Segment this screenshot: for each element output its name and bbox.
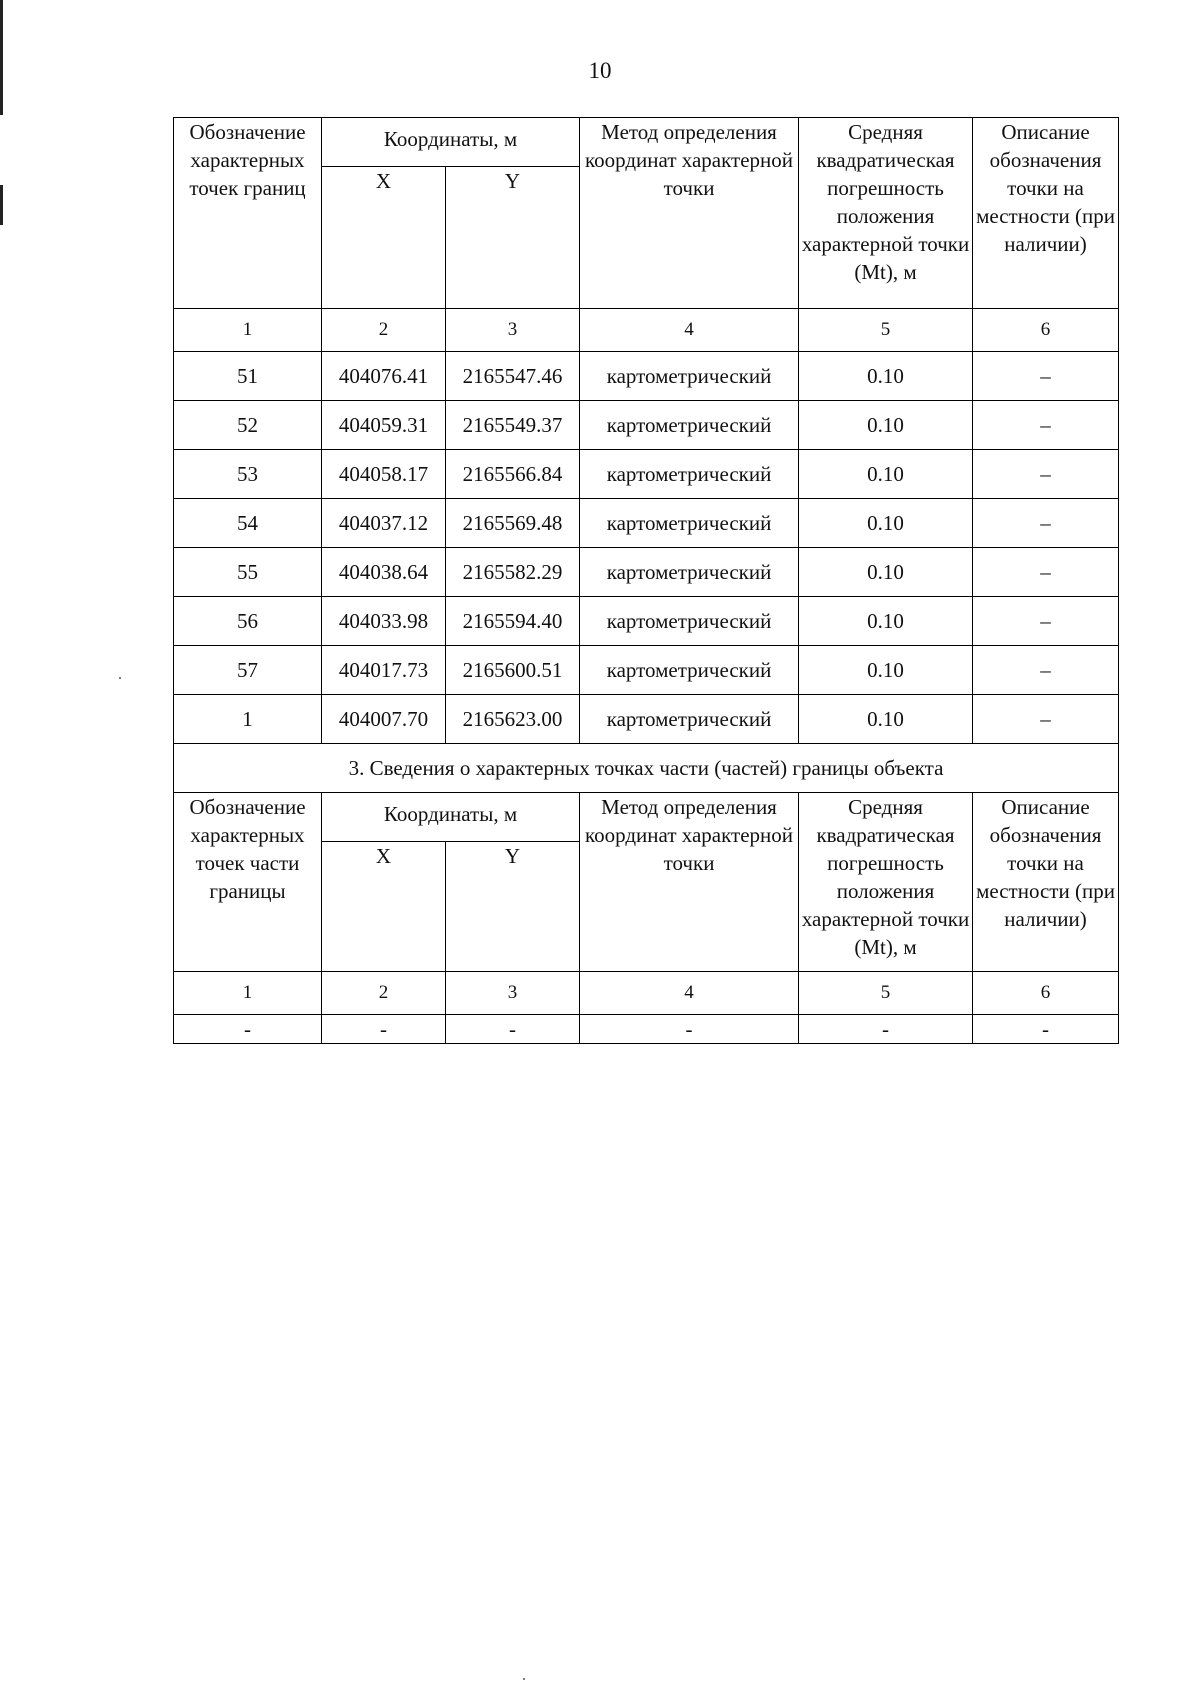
header-y: Y — [446, 842, 580, 972]
header-designation: Обозначение характерных точек части границы — [174, 793, 322, 972]
header-description: Описание обозначения точки на местности (при наличии) — [973, 793, 1119, 972]
cell-x: 404076.41 — [322, 352, 446, 401]
header-coordinates: Координаты, м — [322, 118, 580, 167]
cell-method: картометрический — [580, 695, 799, 744]
cell-method: картометрический — [580, 499, 799, 548]
cell-point: - — [174, 1015, 322, 1044]
column-index: 5 — [799, 309, 973, 352]
cell-error: 0.10 — [799, 695, 973, 744]
page-number: 10 — [588, 58, 612, 83]
column-index: 3 — [446, 972, 580, 1015]
table-row — [174, 548, 1119, 597]
cell-error: 0.10 — [799, 450, 973, 499]
column-index: 2 — [322, 972, 446, 1015]
table-row — [174, 450, 1119, 499]
cell-method: картометрический — [580, 450, 799, 499]
scan-edge-mark-top — [0, 0, 3, 115]
header-x: X — [322, 167, 446, 309]
cell-x: 404007.70 — [322, 695, 446, 744]
cell-description: – — [973, 548, 1119, 597]
cell-y: 2165566.84 — [446, 450, 580, 499]
column-index-row — [174, 309, 1119, 352]
header-y: Y — [446, 167, 580, 309]
cell-point: 53 — [174, 450, 322, 499]
header-error: Средняя квадратическая погрешность положения характерной точки (Mt), м — [799, 793, 973, 972]
cell-description: - — [973, 1015, 1119, 1044]
column-index: 4 — [580, 309, 799, 352]
cell-description: – — [973, 597, 1119, 646]
column-index: 5 — [799, 972, 973, 1015]
cell-x: - — [322, 1015, 446, 1044]
column-index-row — [174, 972, 1119, 1015]
column-index: 2 — [322, 309, 446, 352]
header-designation: Обозначение характерных точек границ — [174, 118, 322, 309]
cell-description: – — [973, 401, 1119, 450]
table-row — [174, 401, 1119, 450]
column-index: 6 — [973, 309, 1119, 352]
table-row — [174, 597, 1119, 646]
cell-point: 57 — [174, 646, 322, 695]
cell-x: 404059.31 — [322, 401, 446, 450]
cell-error: 0.10 — [799, 548, 973, 597]
cell-method: - — [580, 1015, 799, 1044]
cell-x: 404037.12 — [322, 499, 446, 548]
cell-method: картометрический — [580, 597, 799, 646]
cell-error: 0.10 — [799, 597, 973, 646]
cell-error: - — [799, 1015, 973, 1044]
cell-y: 2165600.51 — [446, 646, 580, 695]
header-method: Метод определения координат характерной точки — [580, 118, 799, 309]
cell-method: картометрический — [580, 401, 799, 450]
table-row — [174, 352, 1119, 401]
cell-method: картометрический — [580, 352, 799, 401]
table-header-row — [174, 793, 1119, 842]
cell-x: 404038.64 — [322, 548, 446, 597]
cell-error: 0.10 — [799, 401, 973, 450]
cell-x: 404058.17 — [322, 450, 446, 499]
table-row — [174, 646, 1119, 695]
cell-point: 1 — [174, 695, 322, 744]
cell-y: 2165549.37 — [446, 401, 580, 450]
section-title: 3. Сведения о характерных точках части (частей) границы объекта — [174, 744, 1119, 793]
cell-y: 2165547.46 — [446, 352, 580, 401]
table-header-row — [174, 118, 1119, 167]
header-error: Средняя квадратическая погрешность положения характерной точки (Mt), м — [799, 118, 973, 309]
cell-error: 0.10 — [799, 352, 973, 401]
cell-point: 51 — [174, 352, 322, 401]
column-index: 1 — [174, 309, 322, 352]
cell-description: – — [973, 450, 1119, 499]
cell-y: 2165623.00 — [446, 695, 580, 744]
section-title-row — [174, 744, 1119, 793]
table-row — [174, 695, 1119, 744]
cell-y: - — [446, 1015, 580, 1044]
cell-description: – — [973, 352, 1119, 401]
scan-speck — [119, 677, 121, 679]
cell-error: 0.10 — [799, 646, 973, 695]
cell-point: 56 — [174, 597, 322, 646]
column-index: 3 — [446, 309, 580, 352]
cell-y: 2165594.40 — [446, 597, 580, 646]
cell-point: 54 — [174, 499, 322, 548]
column-index: 6 — [973, 972, 1119, 1015]
cell-point: 55 — [174, 548, 322, 597]
boundary-points-table — [173, 117, 1119, 1044]
cell-point: 52 — [174, 401, 322, 450]
header-description: Описание обозначения точки на местности (при наличии) — [973, 118, 1119, 309]
cell-description: – — [973, 695, 1119, 744]
column-index: 4 — [580, 972, 799, 1015]
cell-y: 2165569.48 — [446, 499, 580, 548]
cell-x: 404033.98 — [322, 597, 446, 646]
table-row — [174, 499, 1119, 548]
cell-x: 404017.73 — [322, 646, 446, 695]
table-row — [174, 1015, 1119, 1044]
cell-error: 0.10 — [799, 499, 973, 548]
header-x: X — [322, 842, 446, 972]
cell-method: картометрический — [580, 548, 799, 597]
scan-edge-mark-middle — [0, 185, 3, 225]
cell-description: – — [973, 646, 1119, 695]
cell-method: картометрический — [580, 646, 799, 695]
scan-speck — [523, 1678, 525, 1680]
cell-y: 2165582.29 — [446, 548, 580, 597]
column-index: 1 — [174, 972, 322, 1015]
cell-description: – — [973, 499, 1119, 548]
header-method: Метод определения координат характерной точки — [580, 793, 799, 972]
header-coordinates: Координаты, м — [322, 793, 580, 842]
